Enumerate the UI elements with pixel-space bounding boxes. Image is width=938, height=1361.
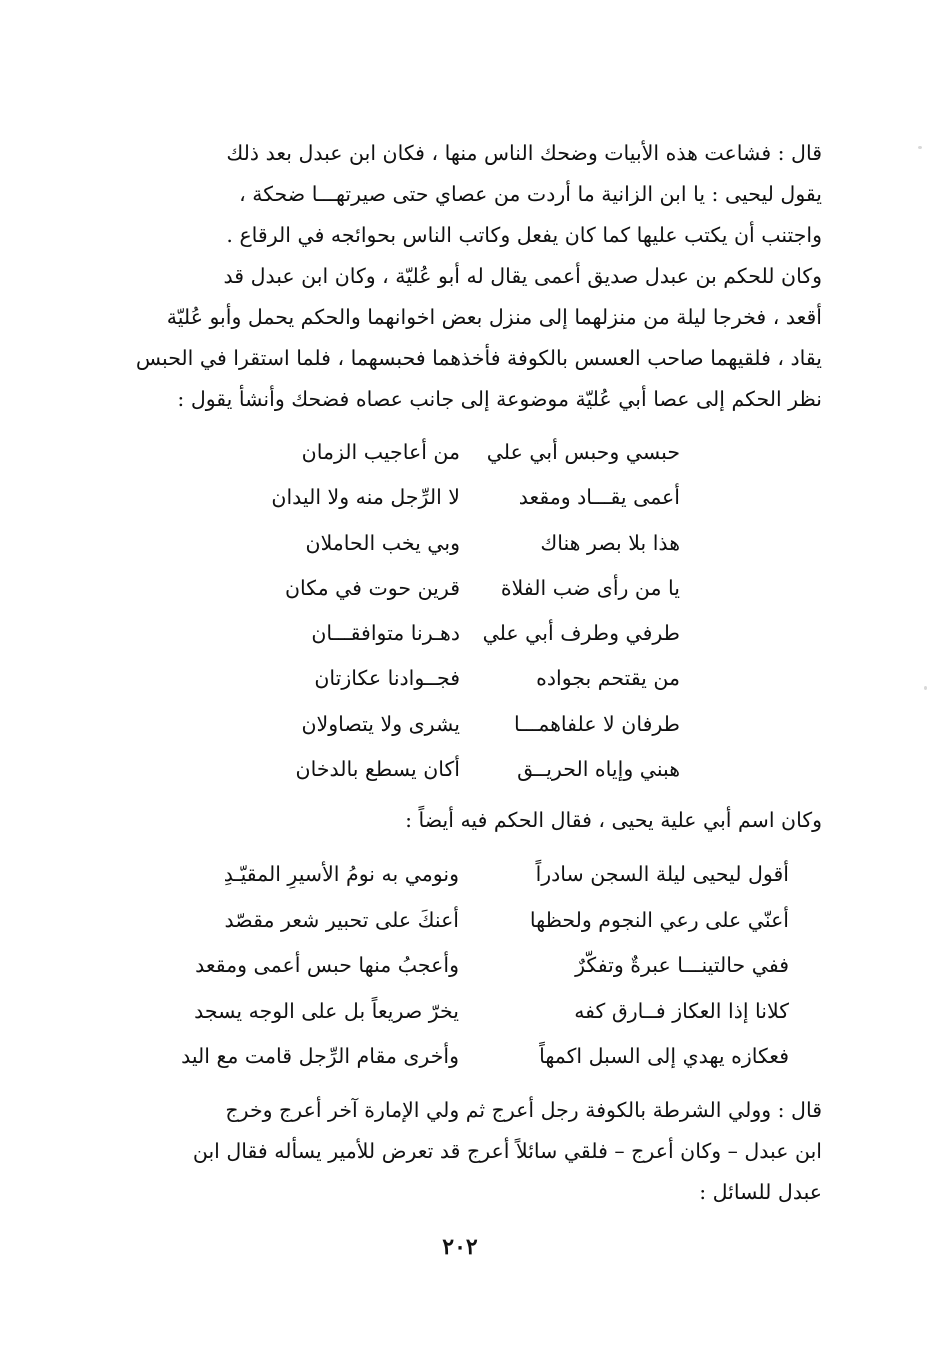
verse-first-hemistich: حبسي وحبس أبي علي: [486, 440, 680, 464]
verse-second-hemistich: يشرى ولا يتصاولان: [301, 711, 460, 736]
text-line: عبدل للسائل :: [699, 1180, 822, 1204]
poem-verse: [155, 989, 789, 1035]
text-line: وكان اسم أبي علية يحيى ، فقال الحكم فيه أيضاً :: [405, 808, 822, 832]
verse-first-hemistich: أعمى يقـــاد ومقعد: [518, 485, 680, 510]
text-line: وكان للحكم بن عبدل صديق أعمى يقال له أبو عُليّة ، وكان ابن عبدل قد: [223, 264, 822, 288]
verse-second-hemistich: من أعاجيب الزمان: [301, 440, 460, 464]
verse-first-hemistich: هذا بلا بصر هناك: [540, 530, 680, 555]
text-line: قال : فشاعت هذه الأبيات وضحك الناس منها ، فكان ابن عبدل بعد ذلك: [226, 141, 822, 165]
poem-verse: [155, 1034, 789, 1080]
poem-1: [262, 430, 680, 792]
poem-verse: [262, 521, 680, 566]
verse-first-hemistich: فعكازه يهدي إلى السبل اكمهاً: [539, 1044, 789, 1068]
text-line: يقول ليحيى : يا ابن الزانية ما أردت من عصاي حتى صيرتهـــا ضحكة ،: [239, 182, 822, 206]
paragraph-3: [118, 800, 822, 841]
poem-verse: [155, 852, 789, 898]
verse-first-hemistich: طرفان لا علفاهمـــا: [513, 711, 680, 736]
verse-first-hemistich: كلانا إذا العكاز فــارق كفه: [574, 998, 789, 1023]
poem-2: [155, 852, 789, 1080]
verse-first-hemistich: طرفي وطرف أبي علي: [482, 621, 680, 646]
verse-second-hemistich: أكان يسطع بالدخان: [295, 757, 460, 782]
verse-second-hemistich: يخرّ صريعاً بل على الوجه يسجد: [194, 998, 459, 1023]
poem-verse: [262, 611, 680, 656]
poem-verse: [262, 656, 680, 701]
verse-second-hemistich: دهـرنا متوافقـــان: [311, 621, 460, 646]
verse-second-hemistich: أعنكَ على تحبير شعر مقصّد: [224, 907, 459, 932]
text-line: قال : وولي الشرطة بالكوفة رجل أعرج ثم ولي الإمارة آخر أعرج وخرج: [225, 1098, 822, 1122]
verse-first-hemistich: هبني وإياه الحريــق: [517, 757, 680, 782]
text-line: ابن عبدل – وكان أعرج – فلقي سائلاً أعرج قد تعرض للأمير يسأله فقال ابن: [192, 1139, 822, 1163]
page-number: ٢٠٢: [442, 1234, 478, 1260]
verse-second-hemistich: ونومي به نومُ الأسيرِ المقيّـدِ: [223, 862, 459, 886]
paragraph-4: [118, 1090, 822, 1213]
verse-first-hemistich: يا من رأى ضب الفلاة: [500, 575, 680, 600]
paper-speck: [924, 686, 927, 690]
verse-second-hemistich: وأخرى مقام الرِّجل قامت مع اليد: [181, 1044, 459, 1068]
verse-first-hemistich: أعنّي على رعي النجوم ولحظها: [529, 907, 789, 932]
verse-second-hemistich: فجــوادنا عكازتان: [314, 666, 460, 691]
poem-verse: [155, 898, 789, 944]
poem-verse: [262, 747, 680, 792]
paragraph-1: [118, 133, 822, 256]
text-line: أقعد ، فخرجا ليلة من منزلهما إلى منزل بعض اخوانهما والحكم يحمل وأبو عُليّة: [166, 305, 822, 329]
text-line: يقاد ، فلقيهما صاحب العسس بالكوفة فأخذهما فحبسهما ، فلما استقرا في الحبس: [135, 346, 822, 370]
text-line: نظر الحكم إلى عصا أبي عُليّة موضوعة إلى جانب عصاه فضحك وأنشأ يقول :: [177, 387, 822, 411]
poem-verse: [262, 430, 680, 475]
paragraph-2: [118, 256, 822, 420]
text-line: واجتنب أن يكتب عليها كما كان يفعل وكاتب الناس بحوائجه في الرقاع .: [226, 223, 822, 247]
verse-first-hemistich: من يقتحم بجواده: [536, 666, 680, 691]
verse-second-hemistich: لا الرِّجل منه ولا اليدان: [271, 485, 460, 510]
verse-second-hemistich: وأعجبُ منها حبس أعمى ومقعد: [195, 953, 459, 977]
poem-verse: [262, 566, 680, 611]
verse-second-hemistich: وبي يخب الحاملان: [305, 530, 460, 555]
poem-verse: [262, 702, 680, 747]
verse-second-hemistich: قرين حوت في مكان: [284, 575, 460, 600]
verse-first-hemistich: أقول ليحيى ليلة السجن سادراً: [535, 862, 789, 886]
paper-speck: [918, 146, 922, 149]
verse-first-hemistich: ففي حالتينـــا عبرةٌ وتفكّرٌ: [575, 953, 789, 977]
poem-verse: [155, 943, 789, 989]
poem-verse: [262, 475, 680, 520]
